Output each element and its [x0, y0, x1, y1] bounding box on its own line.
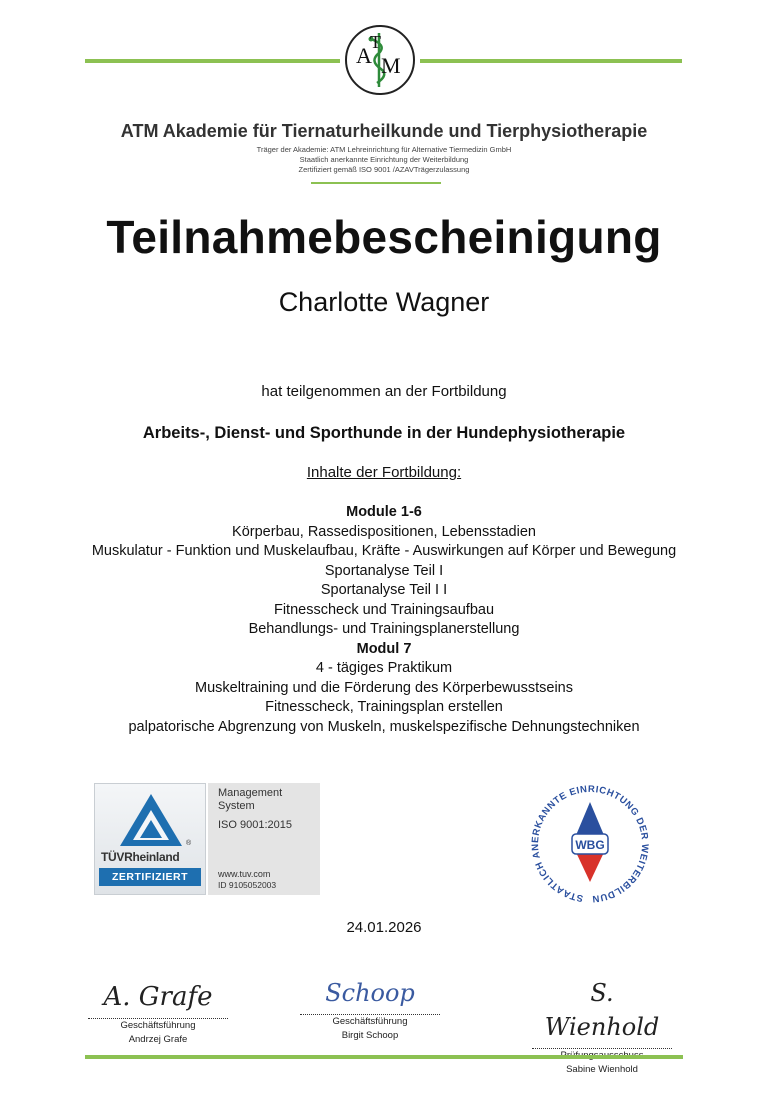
system-label: System [218, 800, 255, 812]
footer-rule [85, 1055, 683, 1059]
module-heading: Module 1-6 [346, 504, 422, 520]
module-item: Muskulatur - Funktion und Muskelaufbau, Kräfte - Auswirkungen auf Körper und Bewegung [91, 543, 677, 559]
wbg-seal [520, 778, 660, 910]
tuv-url: www.tuv.com [218, 869, 271, 879]
course-title: Arbeits-, Dienst- und Sporthunde in der Hundephysiotherapie [142, 424, 626, 442]
module-item: palpatorische Abgrenzung von Muskeln, muskelspezifische Dehnungstechniken [128, 718, 640, 735]
registered-mark: ® [186, 840, 192, 847]
wbg-seal-graphic [520, 778, 660, 910]
signature-role-2: Geschäftsführung [332, 1016, 408, 1027]
logo-letter-a: A [356, 43, 372, 68]
certificate-title: Teilnahmebescheinigung [106, 211, 662, 263]
iso-standard: ISO 9001:2015 [218, 819, 293, 831]
logo-letter-t: T [370, 32, 381, 52]
tuv-logo-panel [94, 783, 206, 895]
tuv-certification-badge [94, 783, 320, 895]
module-item: Fitnesscheck, Trainingsplan erstellen [265, 699, 503, 715]
header-line-1: Träger der Akademie: ATM Lehreinrichtung für Alternative Tiermedizin GmbH [256, 145, 512, 154]
module-item: Fitnesscheck und Trainingsaufbau [273, 601, 495, 618]
header-underline [311, 182, 441, 184]
wbg-center-text: WBG [575, 838, 605, 852]
signature-name-1: Andrzej Grafe [128, 1034, 188, 1045]
header-line-2: Staatlich anerkannte Einrichtung der Weiterbildung [299, 155, 469, 164]
signature-name-3: Sabine Wienhold [566, 1064, 638, 1075]
signature-script-1: A. Grafe [103, 982, 213, 1012]
atm-logo [345, 25, 415, 95]
intro-text: hat teilgenommen an der Fortbildung [261, 383, 507, 400]
signature-block-1 [88, 980, 228, 1047]
header-line-3: Zertifiziert gemäß ISO 9001 /AZAVTrägerzulassung [298, 165, 470, 174]
participant-name: Charlotte Wagner [278, 287, 490, 317]
management-system-text [218, 787, 282, 813]
module-list [90, 503, 678, 737]
module-heading: Modul 7 [356, 640, 412, 657]
management-label: Management [218, 787, 283, 799]
signature-block-3 [532, 976, 672, 1077]
academy-name: ATM Akademie für Tiernaturheilkunde und Tierphysiotherapie [120, 121, 648, 141]
issue-date: 24.01.2026 [346, 919, 422, 936]
logo-letter-m: M [381, 53, 401, 78]
signature-name-2: Birgit Schoop [341, 1030, 399, 1041]
signature-block-2 [300, 976, 440, 1043]
tuv-info-panel [208, 783, 320, 895]
signature-script-2: Schoop [325, 979, 415, 1007]
tuv-triangle-icon [118, 792, 184, 848]
module-item: Behandlungs- und Trainingsplanerstellung [248, 621, 520, 637]
tuv-brand: TÜVRheinland [101, 850, 180, 864]
module-item: Körperbau, Rassedispositionen, Lebensstadien [232, 523, 536, 540]
signature-script-3: S. Wienhold [544, 979, 660, 1041]
module-item: Muskeltraining und die Förderung des Körperbewusstseins [194, 679, 573, 696]
module-item: 4 - tägiges Praktikum [315, 660, 453, 676]
module-item: Sportanalyse Teil I I [320, 582, 448, 598]
signature-role-1: Geschäftsführung [120, 1020, 196, 1031]
wbg-ring-text: STAATLICH ANERKANNTE EINRICHTUNG DER WEITERBILDUN [529, 783, 651, 905]
header-rule-right [420, 59, 682, 63]
contents-heading: Inhalte der Fortbildung: [306, 464, 462, 481]
module-item: Sportanalyse Teil I [324, 562, 444, 579]
tuv-certified-label: ZERTIFIZIERT [99, 868, 201, 886]
header-rule-left [85, 59, 340, 63]
tuv-id: ID 9105052003 [218, 880, 277, 890]
